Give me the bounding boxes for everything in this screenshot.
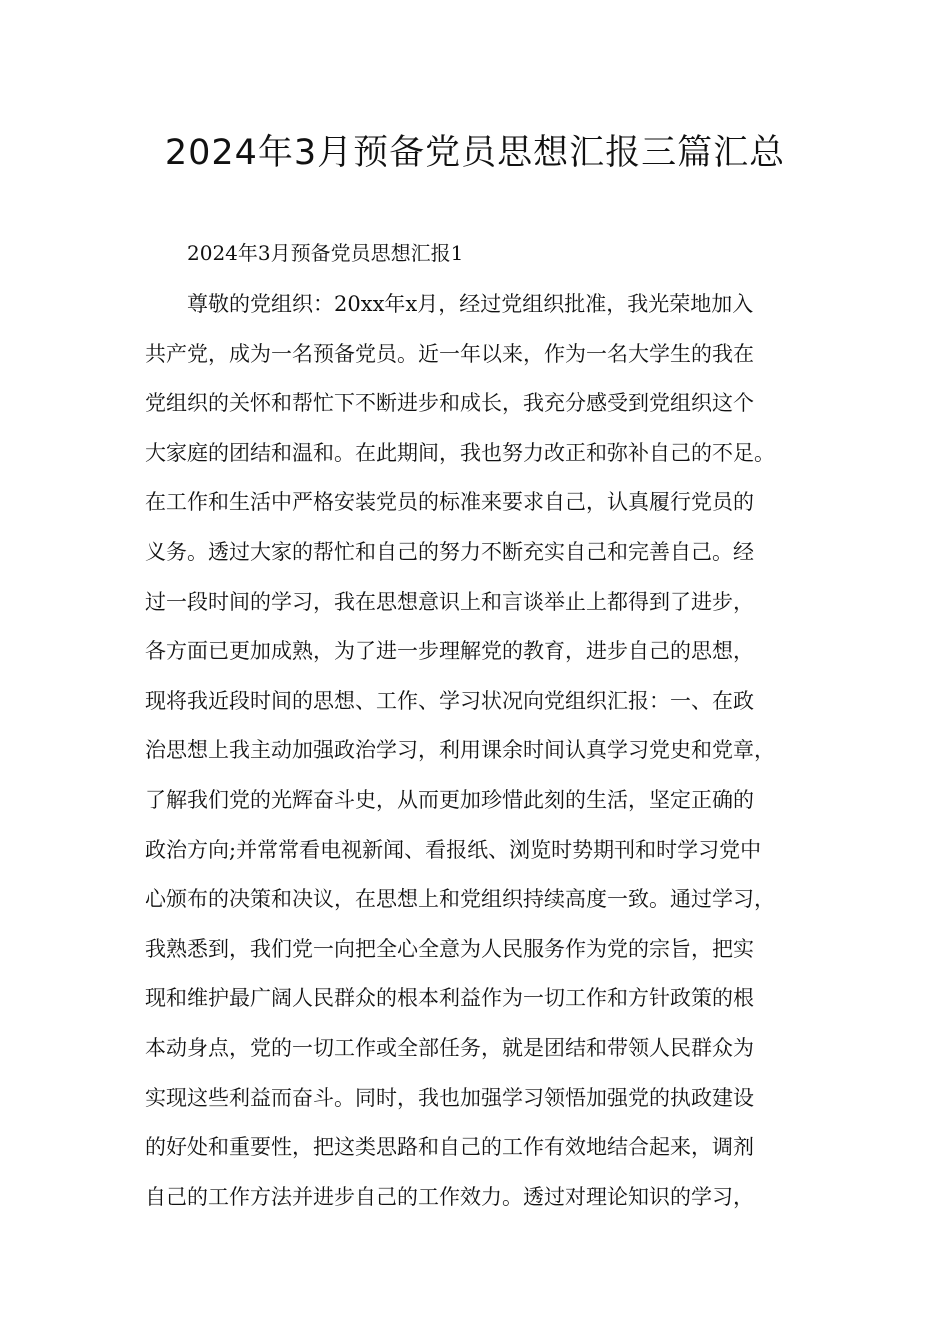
text-line: 心颁布的决策和决议，在思想上和党组织持续高度一致。通过学习，	[145, 887, 775, 912]
section-heading: 2024年3月预备党员思想汇报1	[187, 241, 464, 265]
text-line: 本动身点，党的一切工作或全部任务，就是团结和带领人民群众为	[145, 1035, 754, 1060]
text-line: 我熟悉到，我们党一向把全心全意为人民服务作为党的宗旨，把实	[145, 936, 754, 961]
text-line: 义务。透过大家的帮忙和自己的努力不断充实自己和完善自己。经	[145, 539, 754, 564]
text-line: 的好处和重要性，把这类思路和自己的工作有效地结合起来，调剂	[145, 1135, 754, 1160]
text-line: 政治方向;并常常看电视新闻、看报纸、浏览时势期刊和时学习党中	[145, 837, 762, 862]
text-line: 现将我近段时间的思想、工作、学习状况向党组织汇报：一、在政	[145, 688, 754, 713]
text-line: 各方面已更加成熟，为了进一步理解党的教育，进步自己的思想，	[145, 639, 754, 664]
document-title: 2024年3月预备党员思想汇报三篇汇总	[164, 133, 786, 173]
text-line: 了解我们党的光辉奋斗史，从而更加珍惜此刻的生活，坚定正确的	[145, 787, 754, 812]
text-line: 过一段时间的学习，我在思想意识上和言谈举止上都得到了进步，	[145, 589, 754, 614]
text-line: 现和维护最广阔人民群众的根本利益作为一切工作和方针政策的根	[145, 986, 754, 1011]
text-line: 实现这些利益而奋斗。同时，我也加强学习领悟加强党的执政建设	[145, 1085, 754, 1110]
text-line: 尊敬的党组织：20xx年x月，经过党组织批准，我光荣地加入	[187, 292, 754, 316]
text-line: 大家庭的团结和温和。在此期间，我也努力改正和弥补自己的不足。	[145, 440, 775, 465]
text-line: 治思想上我主动加强政治学习，利用课余时间认真学习党史和党章，	[145, 738, 775, 763]
body-text	[145, 280, 825, 1222]
text-line: 在工作和生活中严格安装党员的标准来要求自己，认真履行党员的	[145, 490, 754, 515]
text-line: 自己的工作方法并进步自己的工作效力。透过对理论知识的学习，	[145, 1184, 754, 1209]
text-line: 共产党，成为一名预备党员。近一年以来，作为一名大学生的我在	[145, 341, 754, 366]
text-line: 党组织的关怀和帮忙下不断进步和成长，我充分感受到党组织这个	[145, 391, 754, 416]
